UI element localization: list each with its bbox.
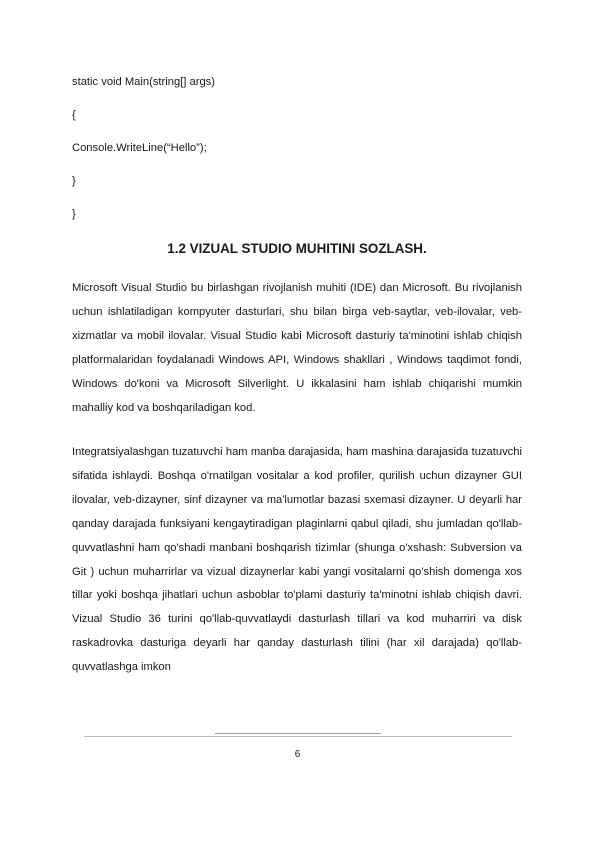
code-line: }: [72, 208, 76, 220]
code-line: }: [72, 175, 76, 187]
footer-divider: [84, 736, 512, 737]
paragraph-debugger: Integratsiyalashgan tuzatuvchi ham manba darajasida, ham mashina darajasida tuzatuvchi sifatida ishlaydi. Boshqa o'rnatilgan vositalar a kod profiler, qurilish uchun dizayner GUI ilovalar, veb-dizayner, sinf dizayner va ma'lumotlar bazasi sxemasi dizayner. U deyarli har qanday darajada funksiyani kengaytiradigan plaginlarni qabul qiladi, shu jumladan qo'llab-quvvatlashni ham qo'shadi manbani boshqarish tizimlar (shunga o'xshash: Subversion va Git ) uchun muharrirlar va vizual dizaynerlar kabi yangi vositalarni qo'shish domenga xos tillar yoki boshqa jihatlari uchun asboblar to'plami dasturiy ta'minotni ishlab chiqish davri. Vizual Studio 36 turini qo'llab-quvvatlaydi dasturlash tillari va kod muharriri va disk raskadrovka dasturiga deyarli har qanday dasturlash tilini (har xil darajada) qo'llab-quvvatlashga imkon: [72, 446, 522, 674]
section-heading: 1.2 VIZUAL STUDIO MUHITINI SOZLASH.: [167, 241, 427, 256]
page-number: 6: [294, 749, 301, 760]
code-line: Console.WriteLine(“Hello”);: [72, 142, 207, 154]
footer-divider-short: [215, 733, 381, 734]
paragraph-intro: Microsoft Visual Studio bu birlashgan rivojlanish muhiti (IDE) dan Microsoft. Bu rivojlanish uchun ishlatiladigan kompyuter dasturlari, shu bilan birga veb-saytlar, veb-ilovalar, veb-xizmatlar va mobil ilovalar. Visual Studio kabi Microsoft dasturiy ta'minotini ishlab chiqish platformalaridan foydalanadi Windows API, Windows shakllari , Windows taqdimot fondi, Windows do'koni va Microsoft Silverlight. U ikkalasini ham ishlab chiqarishi mumkin mahalliy kod va boshqariladigan kod.: [72, 282, 522, 414]
code-line: {: [72, 109, 76, 121]
code-line: static void Main(string[] args): [72, 76, 215, 88]
